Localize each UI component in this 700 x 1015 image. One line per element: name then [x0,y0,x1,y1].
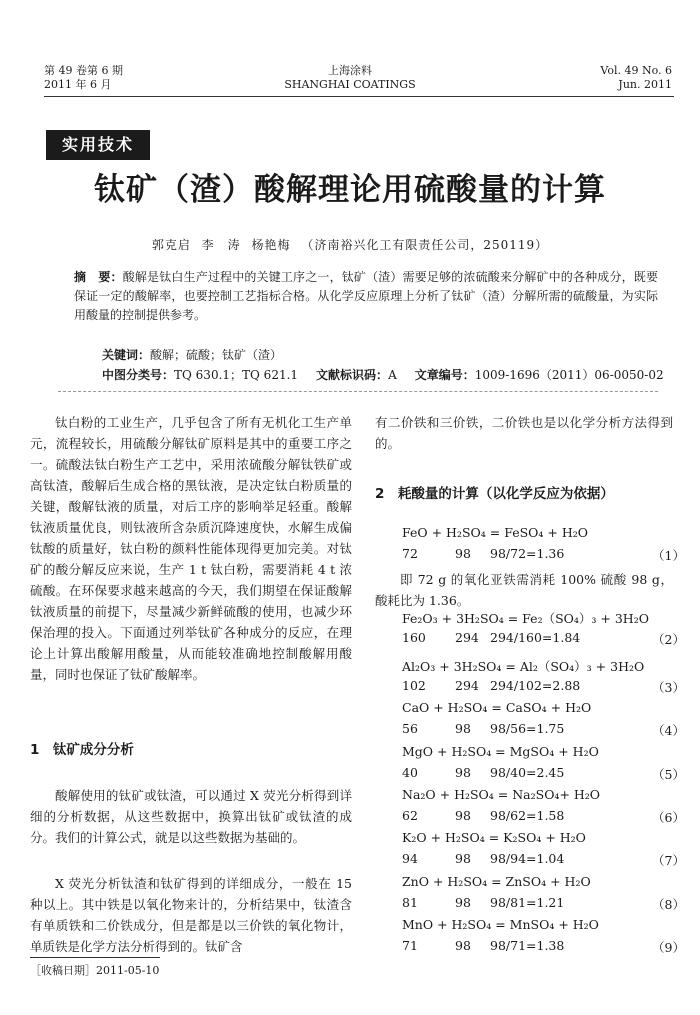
author-name: 李 涛 [201,238,241,252]
section-2-heading: 2 耗酸量的计算（以化学反应为依据） [375,486,614,502]
date-en: Jun. 2011 [618,78,672,91]
equation-formula: MgO + H₂SO₄ = MgSO₄ + H₂O [402,744,599,759]
equation-number: （2） [652,632,685,647]
equation-mass-acid: 98 [455,851,471,866]
article-number-value: 1009-1696（2011）06-0050-02 [474,368,664,382]
equation-number: （6） [652,810,685,825]
equation-number: （8） [652,897,685,912]
authors-line [0,236,700,253]
section-1-paragraph-1: 酸解使用的钛矿或钛渣，可以通过 X 荧光分析得到详细的分析数据，从这些数据中，换算出钛矿或钛渣的成分。我们的计算公式，就是以这些数据为基础的。 [30,788,352,845]
equation-formula: FeO + H₂SO₄ = FeSO₄ + H₂O [402,525,588,540]
equation-formula: Al₂O₃ + 3H₂SO₄ = Al₂（SO₄）₃ + 3H₂O [402,659,645,674]
volume-en: Vol. 49 No. 6 [600,64,672,77]
equation-mass-reactant: 40 [402,765,418,780]
equation-mass-reactant: 71 [402,938,418,953]
equation-number: （7） [652,853,685,868]
volume-issue: 第 49 卷第 6 期 [44,64,123,77]
equation-mass-acid: 294 [455,630,479,645]
equation-mass-reactant: 62 [402,808,418,823]
equation-formula: CaO + H₂SO₄ = CaSO₄ + H₂O [402,700,592,715]
equation-formula: ZnO + H₂SO₄ = ZnSO₄ + H₂O [402,874,591,889]
keywords-text: 酸解；硫酸；钛矿（渣） [150,348,283,362]
classification-line [102,366,664,383]
equation-formula: K₂O + H₂SO₄ = K₂SO₄ + H₂O [402,830,586,845]
doc-code-label: 文献标识码： [316,368,389,382]
equation-ratio: 294/102=2.88 [490,678,581,693]
journal-name [0,64,700,92]
equation-mass-reactant: 102 [402,678,426,693]
equation-mass-acid: 294 [455,678,479,693]
author-affiliation: （济南裕兴化工有限责任公司，250119） [301,238,549,252]
abstract-divider [58,391,658,392]
journal-name-cn: 上海涂料 [328,64,372,77]
equation-ratio: 98/40=2.45 [490,765,565,780]
header-rule [44,96,674,97]
equation-number: （3） [652,680,685,695]
equation-mass-reactant: 72 [402,546,418,561]
equation-mass-acid: 98 [455,808,471,823]
abstract-label: 摘 要： [74,270,123,284]
received-date: ［收稿日期］2011-05-10 [30,964,160,977]
section-1-paragraph-2: X 荧光分析钛渣和钛矿得到的详细成分，一般在 15 种以上。其中铁是以氧化物来计的，分析结果中，钛渣含有单质铁和二价铁成分，但是都是以三价铁的氧化物计，单质铁是化学方法分析得到的。钛矿含 [30,876,352,954]
equation-ratio: 98/62=1.58 [490,808,565,823]
equation-number: （9） [652,940,685,955]
footnote-rule [30,957,160,958]
equation-formula: Na₂O + H₂SO₄ = Na₂SO₄+ H₂O [402,787,601,802]
equation-ratio: 98/71=1.38 [490,938,565,953]
article-title: 钛矿（渣）酸解理论用硫酸量的计算 [94,172,606,208]
equation-mass-acid: 98 [455,721,471,736]
equation-ratio: 294/160=1.84 [490,630,581,645]
abstract [74,268,658,325]
keywords [102,346,282,363]
equation-formula: Fe₂O₃ + 3H₂SO₄ = Fe₂（SO₄）₃ + 3H₂O [402,611,649,626]
equation-ratio: 98/94=1.04 [490,851,565,866]
doc-code-value: A [388,368,397,382]
equation-mass-acid: 98 [455,938,471,953]
issue-date: 2011 年 6 月 [44,78,112,91]
journal-name-en: SHANGHAI COATINGS [284,78,416,91]
section-tag: 实用技术 [46,130,150,160]
section-1-heading: 1 钛矿成分分析 [30,742,134,758]
equation-ratio: 98/81=1.21 [490,895,565,910]
journal-volume-en [600,64,672,92]
clc-value: TQ 630.1；TQ 621.1 [174,368,299,382]
equation-number: （4） [652,723,685,738]
equation-mass-acid: 98 [455,765,471,780]
article-number-label: 文章编号： [414,368,475,382]
right-continuation: 有二价铁和三价铁，二价铁也是以化学分析方法得到的。 [375,415,673,451]
equation-mass-reactant: 56 [402,721,418,736]
intro-paragraph: 钛白粉的工业生产，几乎包含了所有无机化工生产单元，流程较长，用硫酸分解钛矿原料是其中的重要工序之一。硫酸法钛白粉生产工艺中，采用浓硫酸分解钛铁矿或高钛渣，酸解后生成合格的黑钛液，是决定钛白粉质量的关键，酸解钛液的质量，对后工序的影响举足轻重。酸解钛液质量优良，则钛液所含杂质沉降速度快，水解生成偏钛酸的质量好，钛白粉的颜料性能体现得更加完美。对钛矿的酸分解反应来说，生产 1 t 钛白粉，需要消耗 4 t 浓硫酸。在环保要求越来越高的今天，我们期望在保证酸解钛液质量的前提下，尽量减少新鲜硫酸的使用，也减少环保治理的投入。下面通过列举钛矿各种成分的反应，在理论上计算出酸解用酸量，从而能较准确地控制酸解用酸量，同时也保证了钛矿酸解率。 [30,415,352,682]
equation-mass-reactant: 94 [402,851,418,866]
equation-mass-acid: 98 [455,895,471,910]
equation-number: （5） [652,767,685,782]
equation-mass-acid: 98 [455,546,471,561]
equation-mass-reactant: 81 [402,895,418,910]
equation-ratio: 98/56=1.75 [490,721,565,736]
author-name: 杨艳梅 [251,238,291,252]
author-name: 郭克启 [151,238,191,252]
equation-number: （1） [652,548,685,563]
clc-label: 中图分类号： [102,368,175,382]
equation-formula: MnO + H₂SO₄ = MnSO₄ + H₂O [402,917,599,932]
equation-mass-reactant: 160 [402,630,426,645]
equation-ratio: 98/72=1.36 [490,546,565,561]
abstract-text: 酸解是钛白生产过程中的关键工序之一，钛矿（渣）需要足够的浓硫酸来分解矿中的各种成分，既要保证一定的酸解率，也要控制工艺指标合格。从化学反应原理上分析了钛矿（渣）分解所需的硫酸量，为实际用酸量的控制提供参考。 [74,270,658,322]
note-paragraph: 即 72 g 的氧化亚铁需消耗 100% 硫酸 98 g，酸耗比为 1.36。 [375,572,673,608]
keywords-label: 关键词： [102,348,151,362]
